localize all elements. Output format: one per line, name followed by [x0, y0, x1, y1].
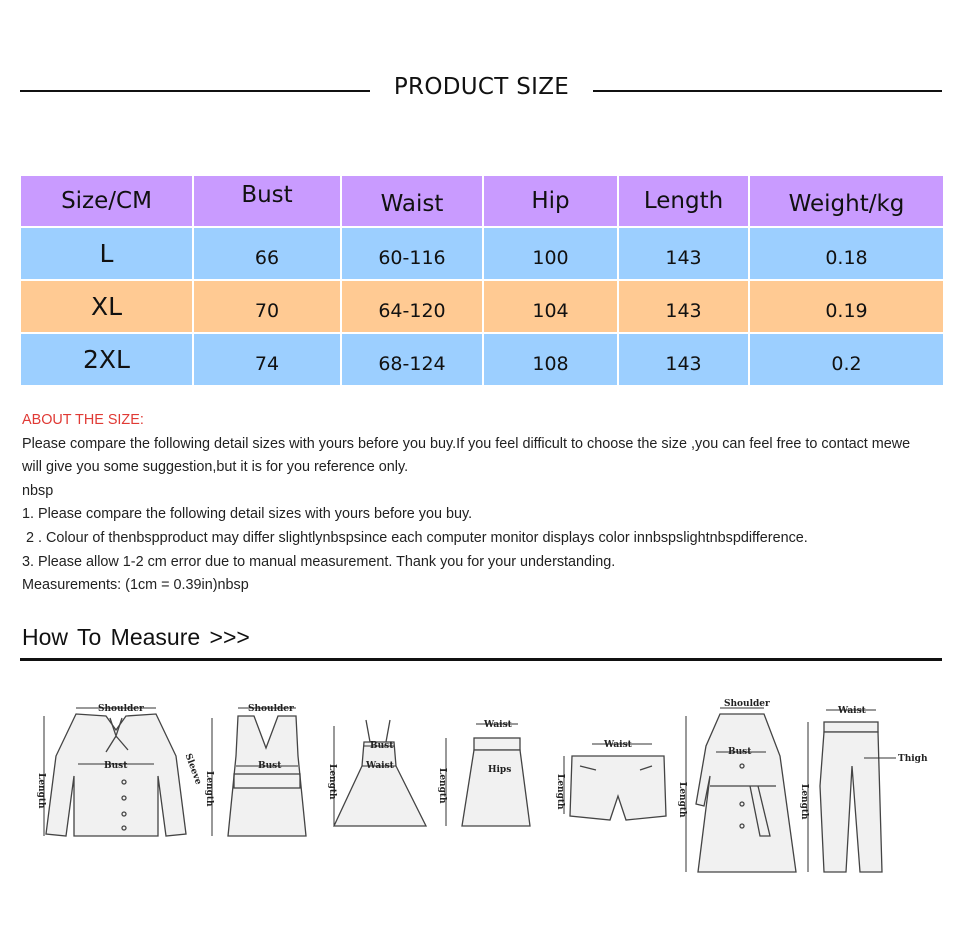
skirt-icon — [438, 686, 548, 886]
dress-icon — [326, 686, 430, 886]
thigh-label: Thigh — [898, 754, 928, 764]
length-label: Length — [555, 774, 565, 810]
title-divider-right — [593, 90, 942, 92]
table-cell: 74 — [193, 333, 341, 386]
table-cell: 66 — [193, 227, 341, 280]
table-cell: 0.19 — [749, 280, 944, 333]
about-line: 1. Please compare the following detail sizes with yours before you buy. — [22, 506, 473, 523]
table-header-row — [20, 175, 944, 227]
column-header: Bust — [193, 175, 341, 227]
table-row — [20, 280, 944, 333]
table-cell: 143 — [618, 333, 749, 386]
column-header: Hip — [483, 175, 618, 227]
table-row — [20, 333, 944, 386]
trousers-icon — [799, 686, 928, 886]
table-cell: 108 — [483, 333, 618, 386]
table-cell: 100 — [483, 227, 618, 280]
table-cell: 104 — [483, 280, 618, 333]
shoulder-label: Shoulder — [98, 704, 144, 714]
table-cell: 64-120 — [341, 280, 483, 333]
about-line: 2 . Colour of thenbspproduct may differ slightlynbspsince each computer monitor displays color innbspslightnbspdifference. — [22, 529, 808, 546]
table-cell: 68-124 — [341, 333, 483, 386]
about-line: Please compare the following detail sizes with yours before you buy.If you feel difficult to choose the size ,you can feel free to contact mewe — [22, 435, 911, 452]
about-the-size — [22, 409, 947, 598]
measurement-diagrams — [20, 686, 942, 886]
bust-label: Bust — [728, 747, 752, 757]
how-to-measure-divider — [20, 658, 942, 661]
length-label: Length — [799, 784, 809, 820]
table-row — [20, 227, 944, 280]
bust-label: Bust — [370, 741, 394, 751]
table-cell: 0.2 — [749, 333, 944, 386]
column-header: Waist — [341, 175, 483, 227]
length-label: Length — [437, 768, 447, 804]
product-size-header — [20, 70, 942, 110]
table-cell: 143 — [618, 227, 749, 280]
about-line: 3. Please allow 1-2 cm error due to manual measurement. Thank you for your understanding. — [22, 553, 616, 570]
waist-label: Waist — [838, 706, 866, 716]
tank-top-icon — [206, 686, 316, 886]
column-header: Length — [618, 175, 749, 227]
about-line: Measurements: (1cm = 0.39in)nbsp — [22, 577, 249, 594]
table-cell: 143 — [618, 280, 749, 333]
bust-label: Bust — [104, 761, 128, 771]
how-to-measure-header — [20, 622, 942, 662]
column-header: Weight/kg — [749, 175, 944, 227]
blouse-icon — [36, 686, 204, 886]
size-cell: XL — [20, 280, 193, 333]
size-table — [19, 174, 945, 387]
column-header: Size/CM — [20, 175, 193, 227]
table-cell: 60-116 — [341, 227, 483, 280]
bust-label: Bust — [258, 761, 282, 771]
hips-label: Hips — [488, 765, 512, 775]
shorts-icon — [556, 686, 668, 886]
shoulder-label: Shoulder — [724, 699, 770, 709]
how-to-measure-title: How To Measure >>> — [22, 624, 250, 650]
sleeve-label: Sleeve — [182, 752, 204, 787]
size-cell: 2XL — [20, 333, 193, 386]
length-label: Length — [327, 764, 337, 800]
shoulder-label: Shoulder — [248, 704, 294, 714]
about-heading: ABOUT THE SIZE: — [22, 412, 144, 428]
about-line: will give you some suggestion,but it is for you reference only. — [22, 459, 409, 476]
page-title: PRODUCT SIZE — [393, 74, 570, 100]
waist-label: Waist — [484, 720, 512, 730]
about-line: nbsp — [22, 482, 54, 499]
size-cell: L — [20, 227, 193, 280]
length-label: Length — [204, 771, 214, 807]
table-cell: 0.18 — [749, 227, 944, 280]
table-cell: 70 — [193, 280, 341, 333]
title-divider-left — [20, 90, 370, 92]
waist-label: Waist — [366, 761, 394, 771]
length-label: Length — [677, 782, 687, 818]
waist-label: Waist — [604, 740, 632, 750]
length-label: Length — [36, 773, 46, 809]
coat-icon — [677, 686, 800, 886]
